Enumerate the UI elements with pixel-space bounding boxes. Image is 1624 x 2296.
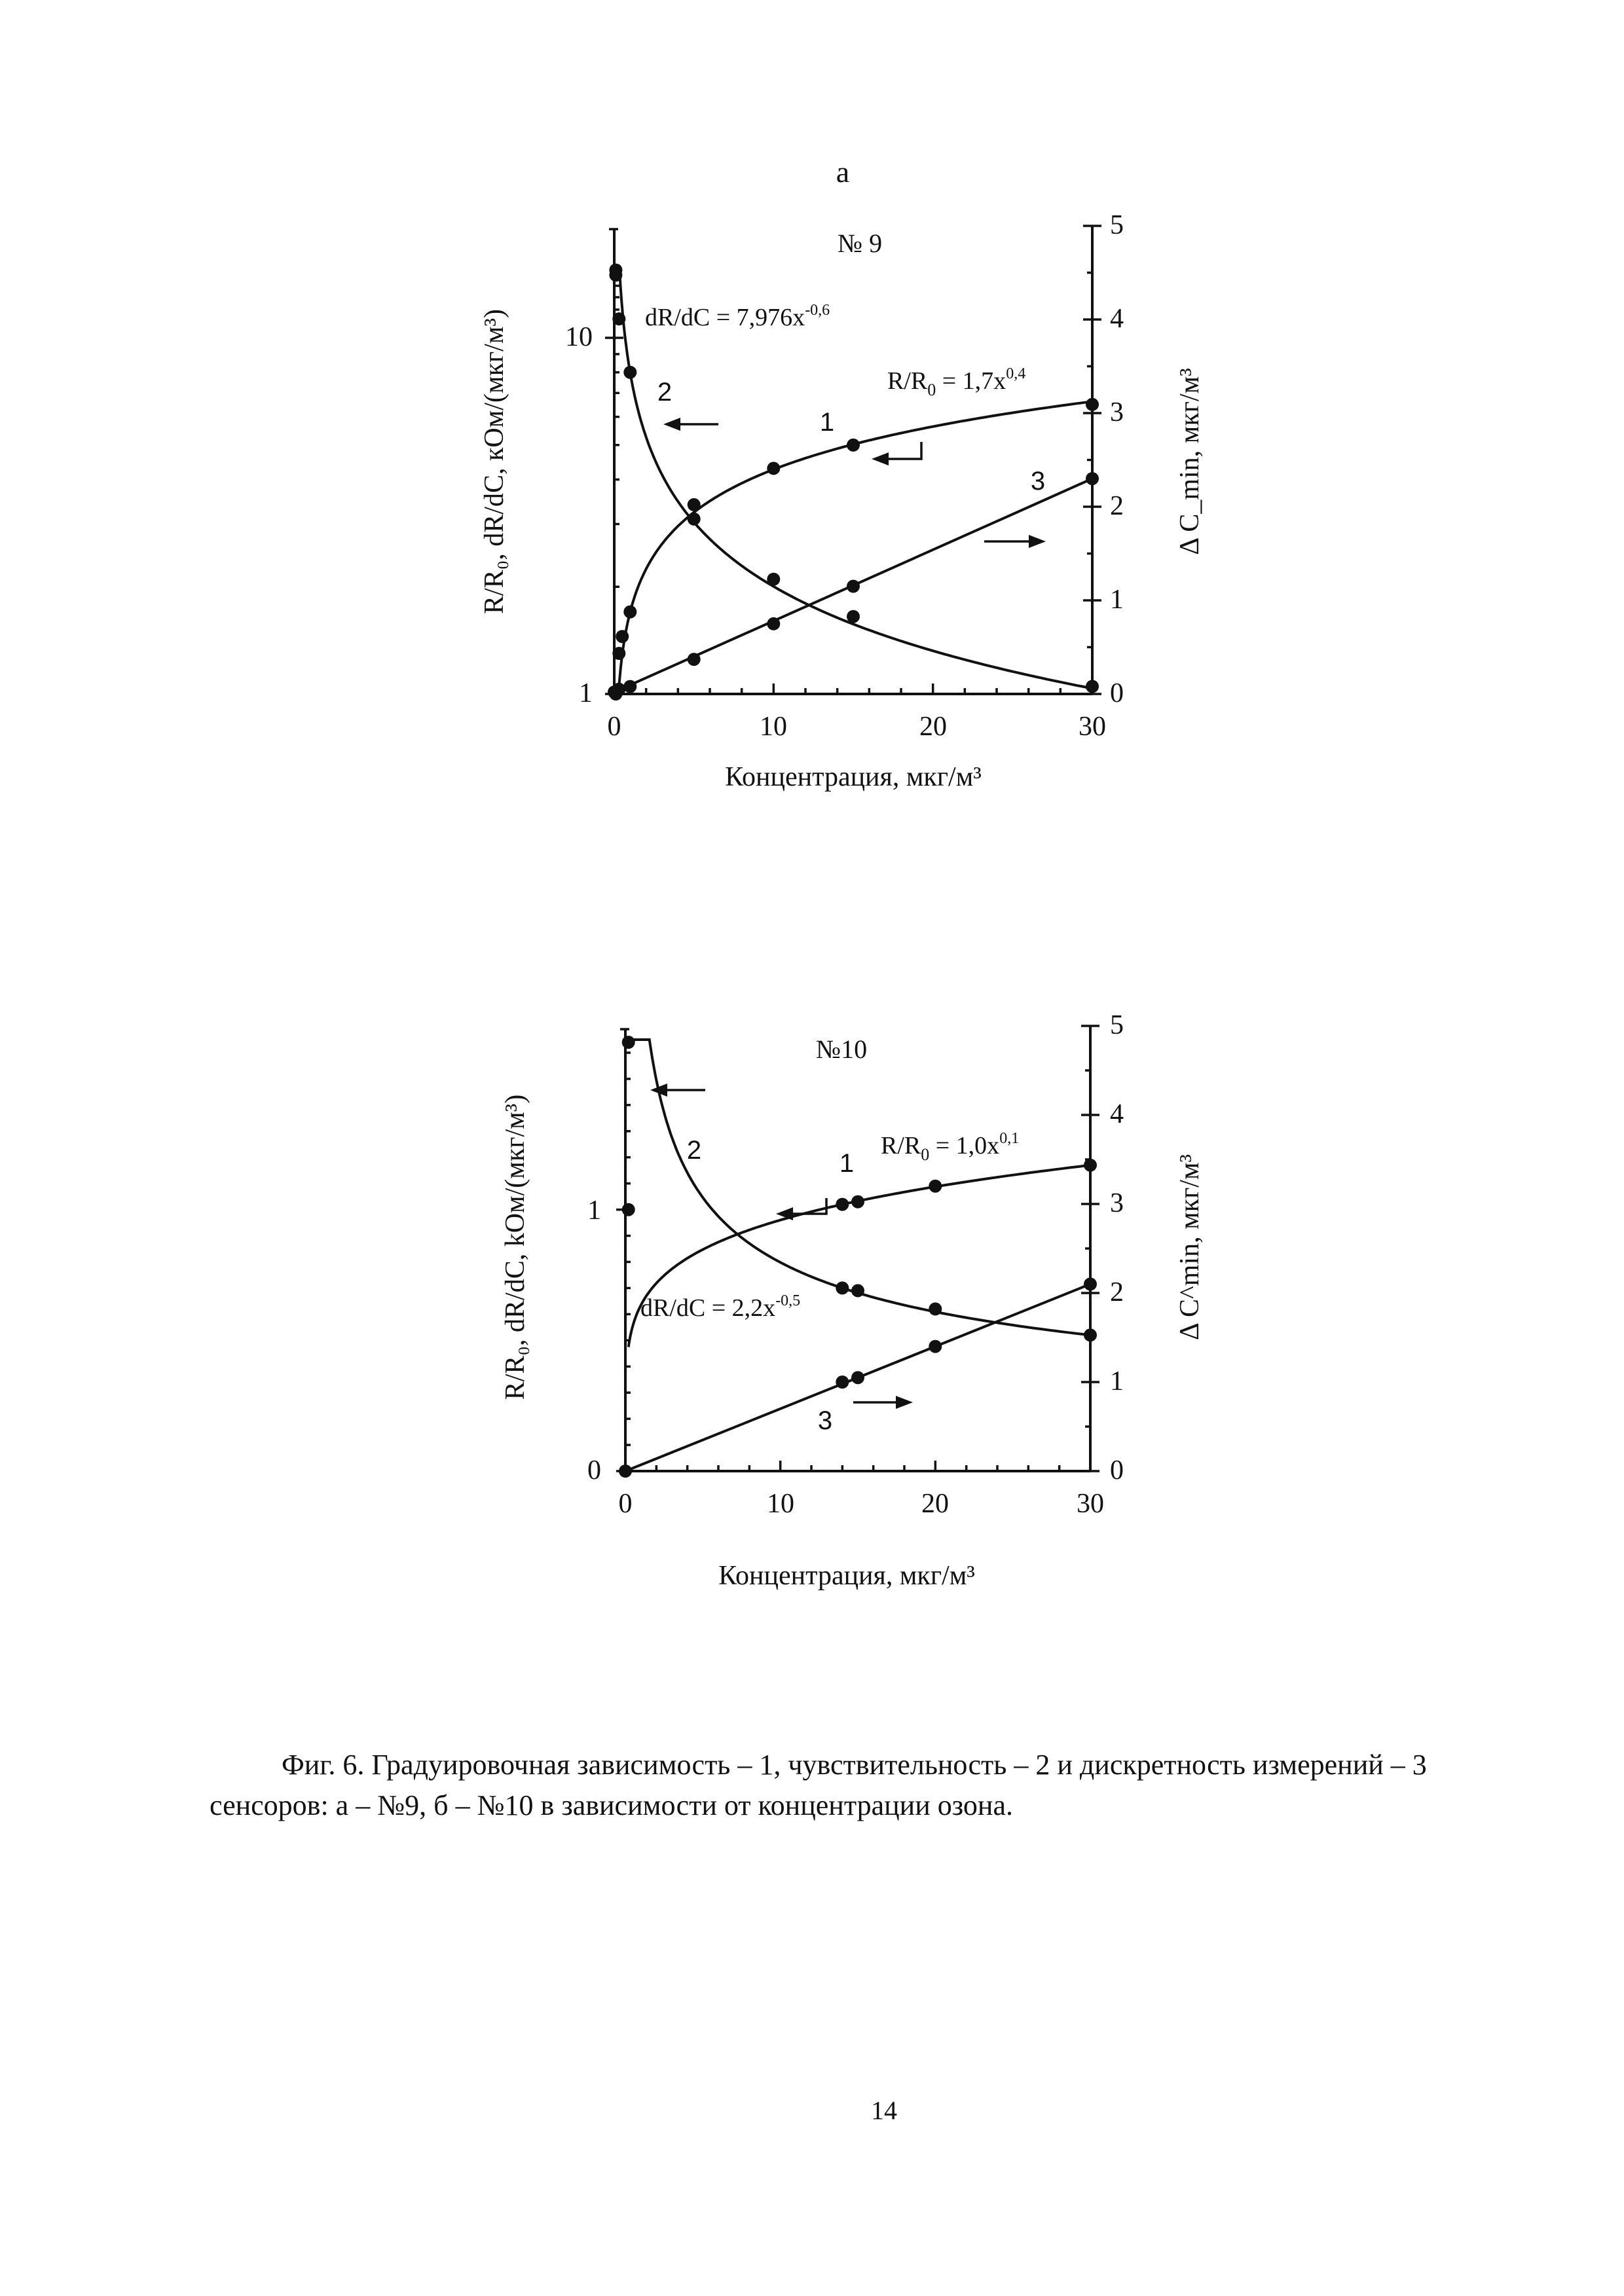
chart-a-title: № 9 <box>838 228 882 258</box>
chart-b-sensor-10 <box>0 982 1624 1669</box>
chart-b-equation-dR-exp: -0,5 <box>775 1292 800 1309</box>
caption-line-1: Фиг. 6. Градуировочная зависимость – 1, чувствительность – 2 и дискретность измерений – 3 <box>210 1745 1506 1785</box>
chart-a-equation-R-exp: 0,4 <box>1006 365 1025 382</box>
a-point-series-2 <box>623 366 637 379</box>
chart-b-right-tick-label: 3 <box>1110 1188 1124 1218</box>
chart-b-right-tick-labels <box>1110 1010 1124 1485</box>
chart-a-x-axis-label: Концентрация, мкг/м³ <box>725 762 982 792</box>
chart-b-x-tick-label: 10 <box>767 1489 794 1519</box>
chart-b-arrow-series-3 <box>853 1396 913 1409</box>
a-point-series-2 <box>1086 680 1099 693</box>
b-point-series-3 <box>836 1376 849 1389</box>
chart-a-equation-R-sub: 0 <box>927 380 936 399</box>
chart-a-right-tick-label: 1 <box>1110 585 1124 615</box>
a-point-series-3 <box>688 653 701 666</box>
chart-b-x-tick-label: 0 <box>619 1489 633 1519</box>
b-point-series-3 <box>1084 1277 1097 1290</box>
chart-a-x-tick-label: 0 <box>608 712 621 742</box>
chart-b-right-axis-label: Δ C^min, мкг/м³ <box>1175 1154 1205 1340</box>
a-point-series-2 <box>609 268 622 282</box>
chart-b-equation-R-sub: 0 <box>921 1145 929 1164</box>
chart-b-left-axis-label: R/R₀, dR/dC, kОм/(мкг/м³) <box>500 1095 530 1400</box>
chart-b-x-tick-label: 20 <box>921 1489 949 1519</box>
chart-a-arrow-series-3 <box>984 535 1046 548</box>
chart-a-left-tick-label: 10 <box>565 322 593 352</box>
b-point-series-2 <box>622 1036 635 1049</box>
page-number: 14 <box>864 2095 904 2126</box>
chart-a-left-tick-labels <box>565 322 593 708</box>
a-point-series-3 <box>847 580 860 593</box>
chart-b-x-axis-label: Концентрация, мкг/м³ <box>718 1561 975 1591</box>
panel-label-a: а <box>836 155 849 189</box>
b-point-series-3 <box>929 1340 942 1353</box>
chart-a-right-tick-label: 5 <box>1110 210 1124 240</box>
chart-a-equation-R <box>887 365 1025 399</box>
a-point-series-3 <box>612 683 625 696</box>
a-point-series-1 <box>612 647 625 660</box>
a-point-series-2 <box>847 610 860 623</box>
chart-a-x-tick-label: 20 <box>919 712 947 742</box>
chart-b-series-label-3: 3 <box>818 1406 832 1435</box>
chart-b-series-label-1: 1 <box>840 1149 854 1178</box>
chart-a-right-tick-labels <box>1110 210 1124 708</box>
chart-b-axes <box>620 1026 1090 1471</box>
a-point-series-2 <box>688 513 701 526</box>
a-point-series-2 <box>612 312 625 325</box>
a-point-series-1 <box>616 630 629 643</box>
b-point-series-2 <box>1084 1328 1097 1341</box>
a-point-series-1 <box>1086 398 1099 411</box>
chart-a-right-tick-label: 0 <box>1110 678 1124 708</box>
chart-b-equation-dR-base: dR/dC = 2,2x <box>640 1294 775 1322</box>
chart-b-right-tick-label: 5 <box>1110 1010 1124 1040</box>
chart-a-series-label-1: 1 <box>820 408 834 437</box>
a-point-series-3 <box>1086 472 1099 485</box>
chart-b-equation-dR <box>640 1292 800 1322</box>
b-point-series-2 <box>929 1302 942 1315</box>
a-point-series-1 <box>688 498 701 511</box>
b-point-series-1 <box>851 1195 864 1209</box>
b-point-series-1 <box>929 1180 942 1193</box>
chart-a-equation-R-base: R/R <box>887 367 928 395</box>
chart-a-equation-R-mid: = 1,7x <box>936 367 1006 395</box>
chart-a-left-axis-label: R/R₀, dR/dC, кОм/(мкг/м³) <box>479 309 509 614</box>
chart-b-title: №10 <box>816 1034 867 1064</box>
chart-a-right-tick-label: 4 <box>1110 304 1124 334</box>
chart-a-equation-dR <box>645 302 830 331</box>
chart-a-right-tick-label: 3 <box>1110 397 1124 428</box>
chart-b-x-tick-labels <box>619 1489 1105 1519</box>
chart-b-right-tick-label: 2 <box>1110 1277 1124 1307</box>
b-point-series-1 <box>622 1203 635 1216</box>
chart-b-right-tick-label: 0 <box>1110 1455 1124 1485</box>
chart-a-right-tick-label: 2 <box>1110 491 1124 521</box>
chart-a-right-axis-label: Δ C_min, мкг/м³ <box>1175 368 1205 555</box>
chart-b-left-tick-label: 1 <box>587 1195 601 1226</box>
chart-b-equation-R <box>881 1130 1019 1164</box>
chart-a-arrow-series-2 <box>663 418 718 431</box>
chart-a-equation-dR-exp: -0,6 <box>805 302 830 319</box>
chart-b-ticks <box>616 1026 1099 1471</box>
a-point-series-1 <box>767 462 780 475</box>
chart-a-left-tick-label: 1 <box>579 678 593 708</box>
chart-b-series-label-2: 2 <box>687 1136 701 1165</box>
chart-a-equation-dR-base: dR/dC = 7,976x <box>645 304 805 331</box>
b-point-series-2 <box>851 1284 864 1297</box>
chart-b-equation-R-exp: 0,1 <box>999 1130 1019 1147</box>
chart-a-x-tick-labels <box>608 712 1107 742</box>
a-curve-series-2 <box>616 275 1092 688</box>
chart-a-series-label-2: 2 <box>657 378 672 407</box>
figure-caption <box>210 1745 1506 1826</box>
chart-b-x-tick-label: 30 <box>1077 1489 1104 1519</box>
b-point-series-1 <box>836 1198 849 1211</box>
caption-line-2: сенсоров: а – №9, б – №10 в зависимости от концентрации озона. <box>210 1785 1506 1826</box>
chart-b-right-tick-label: 4 <box>1110 1099 1124 1129</box>
chart-a-sensor-9 <box>0 0 1624 851</box>
chart-b-curves <box>625 1040 1090 1471</box>
document-page <box>0 0 1624 2296</box>
chart-b-right-tick-label: 1 <box>1110 1366 1124 1396</box>
a-point-series-1 <box>623 606 637 619</box>
a-point-series-2 <box>767 573 780 586</box>
chart-b-left-tick-labels <box>587 1195 601 1485</box>
a-point-series-3 <box>623 680 637 693</box>
chart-b-left-tick-label: 0 <box>587 1455 601 1485</box>
a-point-series-3 <box>767 617 780 630</box>
chart-a-arrow-series-1 <box>872 442 921 465</box>
chart-a-series-label-3: 3 <box>1031 467 1045 496</box>
chart-b-equation-R-mid: = 1,0x <box>929 1132 999 1159</box>
b-point-series-2 <box>836 1281 849 1294</box>
a-point-series-1 <box>847 439 860 452</box>
chart-a-x-tick-label: 10 <box>760 712 787 742</box>
b-point-series-1 <box>1084 1159 1097 1172</box>
chart-a-x-tick-label: 30 <box>1079 712 1106 742</box>
chart-a-curves <box>614 275 1092 694</box>
b-point-series-3 <box>851 1371 864 1384</box>
b-point-series-3 <box>619 1465 632 1478</box>
chart-b-equation-R-base: R/R <box>881 1132 921 1159</box>
